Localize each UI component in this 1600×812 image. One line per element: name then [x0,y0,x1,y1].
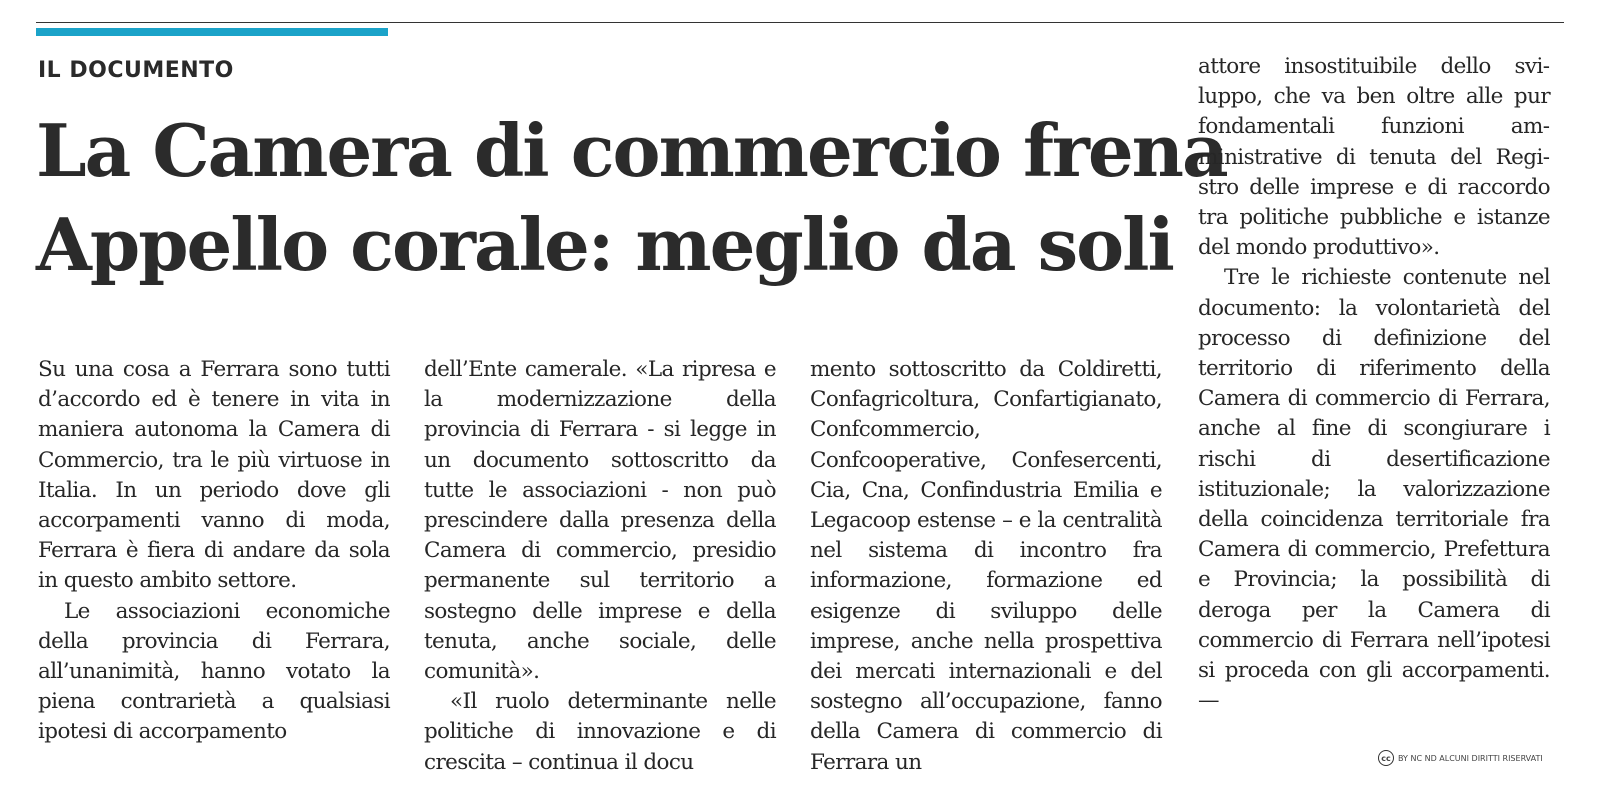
headline [36,104,1227,292]
headline-line-2: Appello corale: meglio da soli [36,202,1173,287]
article-column-3 [810,355,1162,778]
paragraph: Le associazioni economiche della provincia di Ferrara, all’unanimità, hanno votato la piena contrarietà a qualsiasi ipotesi di accorpamento [38,598,390,745]
article-column-4 [1198,52,1550,716]
kicker: IL DOCUMENTO [38,58,234,83]
headline-line-1: La Camera di commercio frena [36,108,1227,193]
top-rule [36,22,1564,23]
paragraph: dell’Ente camerale. «La ripresa e la modernizzazione della provincia di Ferrara - si legge in un documento sottoscritto da tutte le associazioni - non può prescindere dalla presenza della Camera di commercio, presidio permanente sul territorio a sostegno delle imprese e della tenuta, anche sociale, delle comunità». [424,357,776,685]
paragraph: attore insostituibile dello sviluppo, che va ben oltre alle pur fondamentali funzioni amministrative di tenuta del Registro delle imprese e di raccordo tra politiche pubbliche e istanze del mondo produttivo». [1198,54,1550,261]
accent-bar [36,28,388,36]
license-notice [1378,750,1543,766]
article-column-2 [424,355,776,778]
license-text: BY NC ND ALCUNI DIRITTI RISERVATI [1398,753,1543,763]
creative-commons-icon: cc [1378,750,1394,766]
paragraph: Su una cosa a Ferrara sono tutti d’accordo ed è tenere in vita in maniera autonoma la Camera di Commercio, tra le più virtuose in Italia. In un periodo dove gli accorpamenti vanno di moda, Ferrara è fiera di andare da sola in questo ambito settore. [38,357,390,594]
paragraph: Tre le richieste contenute nel documento: la volontarietà del processo di definizione del territorio di riferimento della Camera di commercio di Ferrara, anche al fine di scongiurare i rischi di desertificazione istituzionale; la valorizzazione della coincidenza territoriale fra Camera di commercio, Prefettura e Provincia; la possibilità di deroga per la Camera di commercio di Ferrara nell’ipotesi si proceda con gli accorpamenti. — [1198,265,1550,714]
article-column-1 [38,355,390,748]
paragraph: mento sottoscritto da Coldiretti, Confagricoltura, Confartigianato, Confcommercio, Confcooperative, Confesercenti, Cia, Cna, Confindustria Emilia e Legacoop estense – e la centralità nel sistema di incontro fra informazione, formazione ed esigenze di sviluppo delle imprese, anche nella prospettiva dei mercati internazionali e del sostegno all’occupazione, fanno della Camera di commercio di Ferrara un [810,357,1162,775]
paragraph: «Il ruolo determinante nelle politiche di innovazione e di crescita – continua il docu [424,689,776,775]
